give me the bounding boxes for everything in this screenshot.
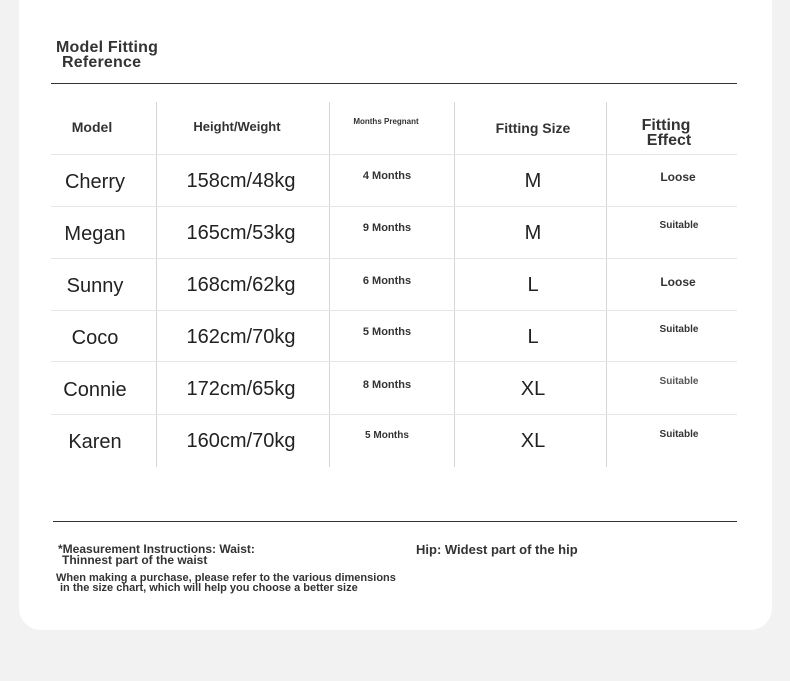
- cell-model: Cherry: [64, 171, 125, 193]
- column-separator: [606, 102, 607, 467]
- cell-size: XL: [520, 430, 546, 452]
- cell-height-weight: 168cm/62kg: [186, 274, 296, 296]
- purchase-note: [56, 573, 396, 593]
- cell-months: 5 Months: [362, 326, 412, 338]
- cell-model: Karen: [68, 431, 122, 453]
- header-model: Model: [71, 119, 113, 135]
- header-months-pregnant: Months Pregnant: [353, 117, 419, 126]
- bottom-divider: [53, 521, 737, 522]
- waist-note: [58, 544, 255, 566]
- cell-months: 6 Months: [362, 275, 412, 287]
- column-separator: [329, 102, 330, 467]
- cell-model: Connie: [63, 379, 127, 401]
- page-title: [56, 40, 158, 70]
- cell-months: 5 Months: [365, 430, 409, 441]
- cell-months: 4 Months: [362, 170, 412, 182]
- row-separator: [51, 154, 737, 155]
- header-fitting-size: Fitting Size: [495, 120, 571, 136]
- purchase-note-line-2: in the size chart, which will help you choose a better size: [60, 582, 358, 594]
- cell-size: XL: [520, 378, 546, 400]
- header-fitting-effect-line-1: Fitting: [641, 117, 691, 134]
- waist-note-line-1: *Measurement Instructions: Waist:: [58, 542, 255, 556]
- hip-note: Hip: Widest part of the hip: [416, 542, 578, 557]
- purchase-note-line-1: When making a purchase, please refer to the various dimensions: [56, 572, 396, 584]
- cell-model: Coco: [71, 327, 119, 349]
- cell-effect: Suitable: [659, 324, 699, 335]
- row-separator: [51, 310, 737, 311]
- cell-effect: Loose: [660, 275, 696, 289]
- cell-size: L: [527, 326, 539, 348]
- cell-effect: Loose: [660, 170, 696, 184]
- column-separator: [454, 102, 455, 467]
- cell-effect: Suitable: [659, 220, 699, 231]
- cell-height-weight: 160cm/70kg: [186, 430, 296, 452]
- row-separator: [51, 361, 737, 362]
- cell-months: 8 Months: [362, 379, 412, 391]
- cell-model: Megan: [64, 223, 126, 245]
- cell-size: L: [527, 274, 539, 296]
- cell-height-weight: 158cm/48kg: [186, 170, 296, 192]
- cell-model: Sunny: [66, 275, 124, 297]
- column-separator: [156, 102, 157, 467]
- header-fitting-effect: [626, 118, 706, 148]
- top-divider: [51, 83, 737, 84]
- waist-note-line-2: Thinnest part of the waist: [62, 553, 208, 567]
- cell-height-weight: 172cm/65kg: [186, 378, 296, 400]
- cell-months: 9 Months: [362, 222, 412, 234]
- title-line-2: Reference: [62, 54, 142, 71]
- cell-height-weight: 162cm/70kg: [186, 326, 296, 348]
- cell-size: M: [524, 222, 542, 244]
- cell-height-weight: 165cm/53kg: [186, 222, 296, 244]
- row-separator: [51, 206, 737, 207]
- row-separator: [51, 258, 737, 259]
- cell-effect: Suitable: [659, 429, 699, 440]
- row-separator: [51, 414, 737, 415]
- cell-size: M: [524, 170, 542, 192]
- size-card: [19, 0, 772, 630]
- header-height-weight: Height/Weight: [193, 119, 281, 134]
- header-fitting-effect-line-2: Effect: [646, 132, 692, 149]
- title-line-1: Model Fitting: [56, 39, 159, 56]
- cell-effect: Suitable: [659, 376, 699, 387]
